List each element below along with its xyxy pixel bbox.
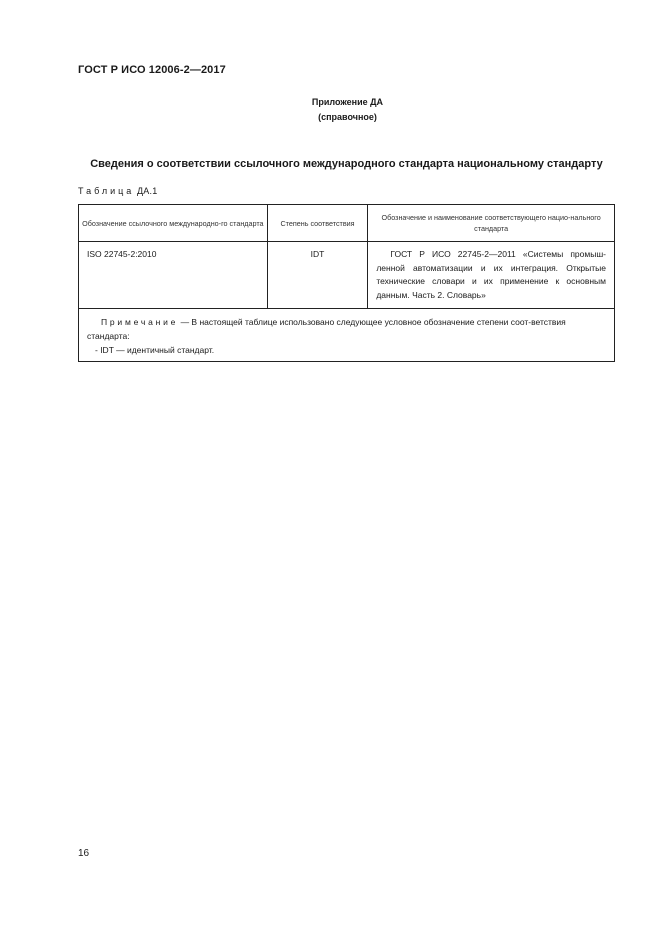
table-note bbox=[79, 309, 615, 362]
note-label: Примечание bbox=[101, 317, 179, 327]
table-row bbox=[79, 242, 615, 309]
table-caption bbox=[78, 186, 157, 196]
appendix-subtitle: (справочное) bbox=[318, 112, 377, 122]
cell-reference-standard: ISO 22745-2:2010 bbox=[79, 242, 268, 309]
appendix-heading bbox=[0, 95, 661, 125]
table-caption-label: Таблица bbox=[78, 186, 135, 196]
note-paragraph bbox=[87, 315, 606, 343]
note-item: - IDT — идентичный стандарт. bbox=[95, 345, 215, 355]
cell-national-standard bbox=[368, 242, 615, 309]
cell-degree: IDT bbox=[267, 242, 368, 309]
section-title: Сведения о соответствии ссылочного международного стандарта национальному стандарту bbox=[90, 158, 603, 170]
appendix-title: Приложение ДА bbox=[311, 97, 384, 107]
national-standard-text: ГОСТ Р ИСО 22745-2—2011 «Системы промыш-ленной автоматизации и их интеграция. Открытые технические словари и их применение к основным данным. Часть 2. Словарь» bbox=[376, 249, 606, 300]
table-caption-number: ДА.1 bbox=[137, 186, 158, 196]
page-number: 16 bbox=[78, 848, 90, 859]
table-note-row bbox=[79, 309, 615, 362]
header-degree: Степень соответствия bbox=[267, 205, 368, 242]
note-text: — В настоящей таблице использовано следующее условное обозначение степени соот-ветствия стандарта: bbox=[87, 317, 566, 341]
header-national-standard: Обозначение и наименование соответствующего нацио-нального стандарта bbox=[368, 205, 615, 242]
header-reference-standard: Обозначение ссылочного международно-го стандарта bbox=[79, 205, 268, 242]
correspondence-table bbox=[78, 204, 615, 362]
document-code: ГОСТ Р ИСО 12006-2—2017 bbox=[78, 64, 226, 76]
table-header-row bbox=[79, 205, 615, 242]
